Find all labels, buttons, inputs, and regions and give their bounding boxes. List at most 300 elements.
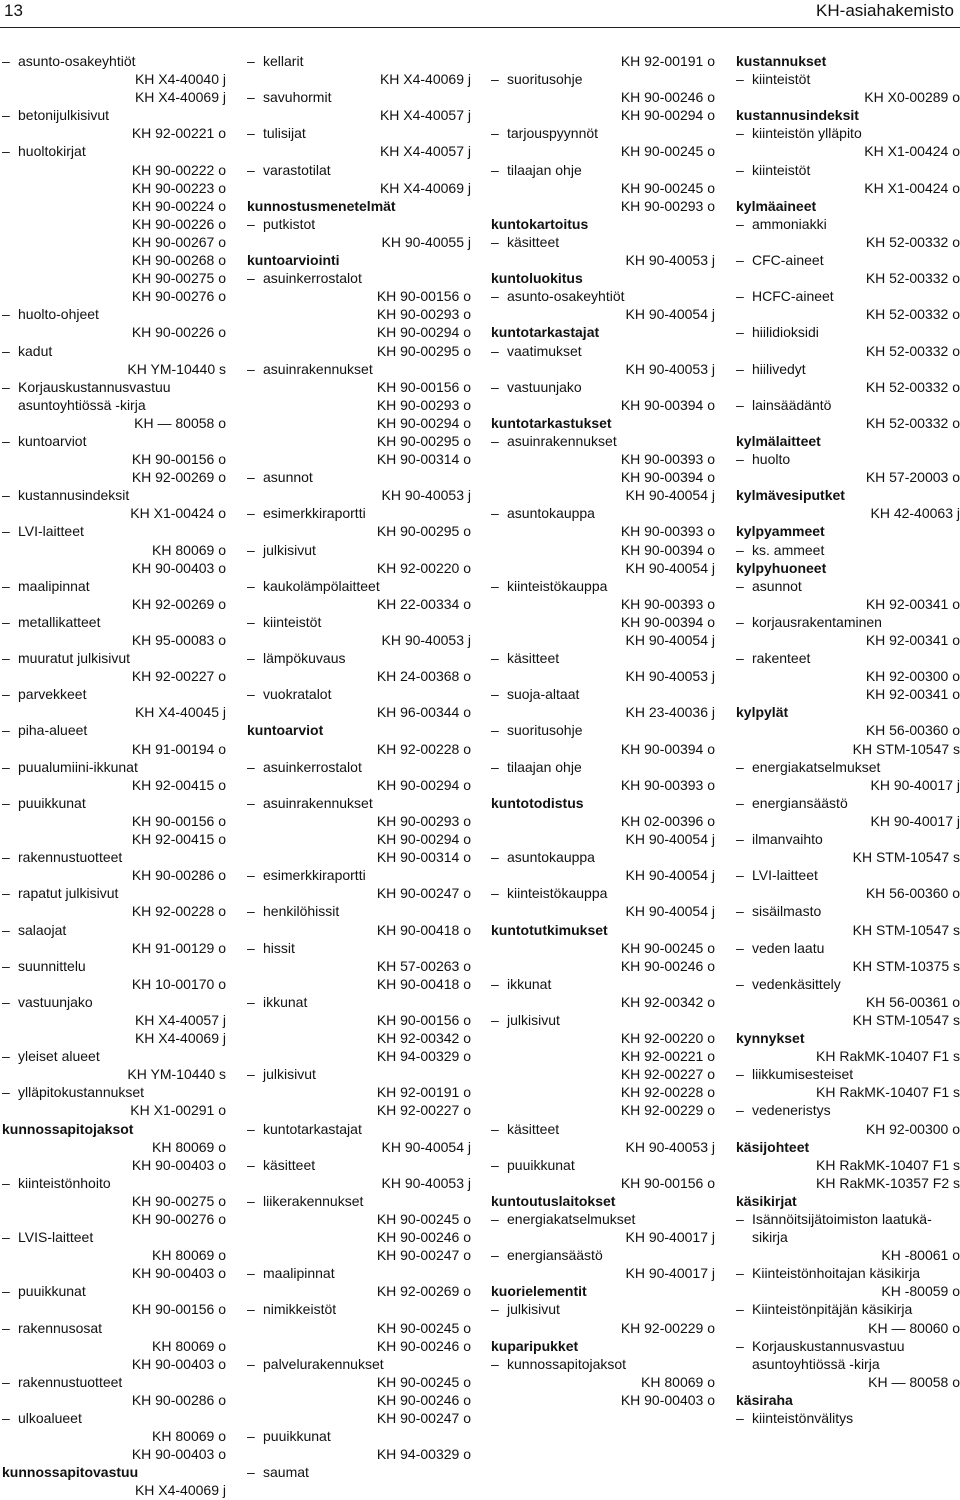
index-reference: KH 92-00220 o xyxy=(620,1030,715,1047)
index-heading: kuntotarkastajat xyxy=(491,324,600,341)
index-subentry: – vastuunjako xyxy=(2,993,226,1011)
index-reference: KH 90-00245 o xyxy=(376,1211,471,1227)
index-reference: KH 90-40054 j xyxy=(625,831,715,848)
index-reference: KH 90-00276 o xyxy=(131,1211,226,1227)
index-reference: KH 90-40054 j xyxy=(625,632,715,648)
index-reference: KH 22-00334 o xyxy=(376,595,471,612)
index-subentry: – käsitteet xyxy=(491,1120,715,1138)
index-heading: kuntokartoitus xyxy=(491,215,589,232)
index-reference: KH 90-00275 o xyxy=(131,270,226,287)
index-heading: kylpylät xyxy=(736,704,789,721)
index-reference: KH 24-00368 o xyxy=(376,668,471,685)
index-reference: KH 92-00342 o xyxy=(620,993,715,1010)
index-subentry: – kiinteistöt xyxy=(247,613,471,631)
index-subentry: – energiakatselmukset xyxy=(491,1210,715,1228)
index-subentry: – asuntokauppa xyxy=(491,848,715,866)
index-reference: KH -80061 o xyxy=(881,1247,960,1264)
index-heading: kylpyhuoneet xyxy=(736,559,827,576)
index-subentry: – korjausrakentaminen xyxy=(736,613,960,631)
index-reference: KH 92-00341 o xyxy=(865,686,960,703)
index-subentry: – ikkunat xyxy=(491,975,715,993)
index-reference: KH 80069 o xyxy=(152,1138,226,1155)
index-subentry: – suunnittelu xyxy=(2,957,226,975)
index-reference: KH 92-00341 o xyxy=(865,595,960,612)
index-reference: KH 90-00294 o xyxy=(376,776,471,793)
index-reference: KH 90-40053 j xyxy=(625,252,715,269)
header-rule xyxy=(0,27,960,28)
index-reference: KH X4-40057 j xyxy=(134,1011,226,1028)
index-reference: KH 92-00221 o xyxy=(620,1048,715,1065)
index-reference: KH 94-00329 o xyxy=(376,1446,471,1463)
index-subentry: – puuikkunat xyxy=(247,1427,471,1445)
index-subentry: – suoritusohje xyxy=(491,721,715,739)
index-subentry: – hissit xyxy=(247,939,471,957)
index-heading: kylmälaitteet xyxy=(736,432,821,449)
index-subentry: – hiilivedyt xyxy=(736,360,960,378)
index-reference: KH 90-00403 o xyxy=(131,1156,226,1173)
index-subentry: – kaukolämpölaitteet xyxy=(247,577,471,595)
index-subentry: – Korjauskustannusvastuu xyxy=(736,1337,960,1355)
index-heading: kuntoluokitus xyxy=(491,270,583,287)
index-reference: KH RakMK-10407 F1 s xyxy=(816,1156,960,1173)
index-subentry: – hiilidioksidi xyxy=(736,323,960,341)
index-reference: KH 90-00403 o xyxy=(131,1446,226,1463)
index-reference: KH RakMK-10407 F1 s xyxy=(816,1084,960,1101)
index-reference: KH X1-00291 o xyxy=(130,1102,226,1119)
index-subentry: – kuntoarviot xyxy=(2,432,226,450)
index-reference: KH RakMK-10357 F2 s xyxy=(816,1174,960,1191)
index-reference: KH 90-00156 o xyxy=(131,451,226,468)
index-reference: KH 02-00396 o xyxy=(620,812,715,829)
index-subentry: – sisäilmasto xyxy=(736,902,960,920)
index-subentry: – Kiinteistönhoitajan käsikirja xyxy=(736,1264,960,1282)
index-subentry: – kiinteistökauppa xyxy=(491,884,715,902)
index-reference: KH 90-00293 o xyxy=(620,197,715,214)
index-reference: KH 90-00246 o xyxy=(376,1337,471,1354)
index-reference: KH X0-00289 o xyxy=(864,89,960,106)
index-subentry: – kiinteistöt xyxy=(736,70,960,88)
index-reference: KH — 80060 o xyxy=(868,1319,960,1336)
index-subentry: – kiinteistöt xyxy=(736,161,960,179)
index-reference: KH 92-00269 o xyxy=(131,469,226,486)
index-reference: KH 92-00229 o xyxy=(620,1102,715,1119)
index-reference: KH X4-40069 j xyxy=(134,1482,226,1499)
index-subentry: – betonijulkisivut xyxy=(2,106,226,124)
index-reference: KH 90-00156 o xyxy=(376,1011,471,1028)
index-subentry: – puuikkunat xyxy=(2,794,226,812)
index-reference: KH 90-40053 j xyxy=(625,1138,715,1155)
index-subentry: – kustannusindeksit xyxy=(2,486,226,504)
index-reference: KH 90-00403 o xyxy=(620,1391,715,1408)
index-subentry: – rapatut julkisivut xyxy=(2,884,226,902)
index-reference: KH 90-40053 j xyxy=(381,632,471,648)
index-reference: KH 42-40063 j xyxy=(870,505,960,522)
index-subentry: – Kiinteistönpitäjän käsikirja xyxy=(736,1300,960,1318)
index-subentry: – huolto xyxy=(736,450,960,468)
index-reference: KH 90-00246 o xyxy=(620,957,715,974)
index-subentry: – Korjauskustannusvastuu xyxy=(2,378,226,396)
index-reference: KH 90-00393 o xyxy=(620,451,715,468)
index-heading: kunnossapitovastuu xyxy=(2,1464,139,1481)
index-reference: KH 10-00170 o xyxy=(131,975,226,992)
index-subentry: – rakennustuotteet xyxy=(2,848,226,866)
index-subentry: – henkilöhissit xyxy=(247,902,471,920)
index-subentry: – ks. ammeet xyxy=(736,541,960,559)
index-subentry: – HCFC-aineet xyxy=(736,287,960,305)
index-reference: KH 90-00268 o xyxy=(131,252,226,269)
index-subentry: – asuntokauppa xyxy=(491,504,715,522)
index-reference: KH 90-40053 j xyxy=(381,487,471,504)
index-subentry: – vaatimukset xyxy=(491,342,715,360)
index-subentry: – asuinrakennukset xyxy=(247,794,471,812)
index-reference: KH 57-20003 o xyxy=(865,469,960,486)
index-subentry: – puuikkunat xyxy=(2,1282,226,1300)
running-title: KH-asiahakemisto xyxy=(816,1,954,20)
index-reference: KH 90-00293 o xyxy=(376,396,471,413)
index-subentry: – asunnot xyxy=(736,577,960,595)
index-reference: KH 92-00227 o xyxy=(131,668,226,685)
index-reference: KH 90-40054 j xyxy=(625,559,715,576)
index-reference: KH 90-00403 o xyxy=(131,1265,226,1282)
index-heading: kylmäaineet xyxy=(736,197,817,214)
index-subentry: – asuinrakennukset xyxy=(491,432,715,450)
index-subentry: – ylläpitokustannukset xyxy=(2,1083,226,1101)
index-reference: KH 90-00245 o xyxy=(376,1319,471,1336)
index-reference: KH 90-00295 o xyxy=(376,432,471,449)
index-reference: KH 90-00394 o xyxy=(620,740,715,757)
index-reference: KH 90-40054 j xyxy=(625,306,715,323)
index-reference: KH 92-00415 o xyxy=(131,831,226,848)
index-reference: KH 56-00360 o xyxy=(865,885,960,902)
index-subentry: – julkisivut xyxy=(247,541,471,559)
index-reference: KH 90-40054 j xyxy=(625,867,715,884)
index-reference: KH X4-40057 j xyxy=(379,107,471,124)
index-reference: KH 80069 o xyxy=(152,1428,226,1445)
index-subentry: – kiinteistökauppa xyxy=(491,577,715,595)
index-reference: KH 90-40054 j xyxy=(625,903,715,920)
index-subentry: – kuntotarkastajat xyxy=(247,1120,471,1138)
index-reference: KH 90-40054 j xyxy=(625,487,715,504)
index-subentry: – salaojat xyxy=(2,921,226,939)
index-subentry: – lämpökuvaus xyxy=(247,649,471,667)
index-reference: KH 52-00332 o xyxy=(865,342,960,359)
index-heading: kunnostusmenetelmät xyxy=(247,197,396,214)
index-reference: KH X1-00424 o xyxy=(864,179,960,196)
index-reference: KH X4-40057 j xyxy=(379,143,471,160)
index-subentry: – CFC-aineet xyxy=(736,251,960,269)
index-subentry: – liikkumisesteiset xyxy=(736,1065,960,1083)
index-column-2 xyxy=(247,52,471,1481)
index-subentry: – puuikkunat xyxy=(491,1156,715,1174)
index-subentry: – asunto-osakeyhtiöt xyxy=(491,287,715,305)
index-subentry: – ulkoalueet xyxy=(2,1409,226,1427)
index-heading: kustannukset xyxy=(736,53,827,69)
index-subentry: – piha-alueet xyxy=(2,721,226,739)
index-subentry: – esimerkkiraportti xyxy=(247,504,471,522)
index-reference: KH 92-00415 o xyxy=(131,776,226,793)
index-reference: KH X4-40069 j xyxy=(134,1030,226,1047)
index-subentry: – parvekkeet xyxy=(2,685,226,703)
index-subentry-continuation: asuntoyhtiössä -kirja xyxy=(752,1355,880,1372)
index-reference: KH X4-40069 j xyxy=(134,89,226,106)
index-reference: KH 90-00314 o xyxy=(376,451,471,468)
index-heading: kylmävesiputket xyxy=(736,487,845,504)
index-subentry: – käsitteet xyxy=(491,233,715,251)
index-reference: KH 92-00191 o xyxy=(620,53,715,69)
index-reference: KH 90-00393 o xyxy=(620,776,715,793)
index-reference: KH 56-00361 o xyxy=(865,993,960,1010)
index-reference: KH 92-00300 o xyxy=(865,668,960,685)
index-heading: käsiraha xyxy=(736,1391,793,1408)
index-reference: KH 91-00129 o xyxy=(131,939,226,956)
index-reference: KH 80069 o xyxy=(152,1247,226,1264)
index-reference: KH 92-00227 o xyxy=(620,1066,715,1083)
index-subentry: – tulisijat xyxy=(247,124,471,142)
index-subentry: – käsitteet xyxy=(491,649,715,667)
index-subentry: – savuhormit xyxy=(247,88,471,106)
page-header xyxy=(0,0,960,24)
index-subentry: – tarjouspyynnöt xyxy=(491,124,715,142)
index-subentry: – kiinteistönvälitys xyxy=(736,1409,960,1427)
index-heading: käsijohteet xyxy=(736,1138,810,1155)
index-reference: KH 92-00228 o xyxy=(376,740,471,757)
index-subentry: – ilmanvaihto xyxy=(736,830,960,848)
index-reference: KH 90-00156 o xyxy=(376,378,471,395)
index-reference: KH -80059 o xyxy=(881,1283,960,1300)
index-reference: KH 92-00228 o xyxy=(131,903,226,920)
index-reference: KH 90-00245 o xyxy=(376,1373,471,1390)
index-subentry: – LVI-laitteet xyxy=(2,522,226,540)
index-subentry: – vastuunjako xyxy=(491,378,715,396)
index-subentry: – käsitteet xyxy=(247,1156,471,1174)
index-reference: KH 94-00329 o xyxy=(376,1048,471,1065)
index-subentry: – liikerakennukset xyxy=(247,1192,471,1210)
index-heading: kuparipukket xyxy=(491,1337,579,1354)
index-subentry: – LVI-laitteet xyxy=(736,866,960,884)
index-reference: KH 90-00276 o xyxy=(131,288,226,305)
index-reference: KH 90-00393 o xyxy=(620,595,715,612)
index-reference: KH 90-00293 o xyxy=(376,812,471,829)
index-subentry: – julkisivut xyxy=(491,1011,715,1029)
index-reference: KH STM-10547 s xyxy=(852,921,960,938)
index-subentry: – asuinkerrostalot xyxy=(247,758,471,776)
index-reference: KH 57-00263 o xyxy=(376,957,471,974)
index-reference: KH X4-40045 j xyxy=(134,704,226,721)
index-reference: KH RakMK-10407 F1 s xyxy=(816,1048,960,1065)
index-reference: KH — 80058 o xyxy=(868,1373,960,1390)
index-reference: KH 90-00394 o xyxy=(620,613,715,630)
index-subentry: – tilaajan ohje xyxy=(491,161,715,179)
index-reference: KH 23-40036 j xyxy=(625,704,715,721)
index-reference: KH 90-00403 o xyxy=(131,1355,226,1372)
index-reference: KH 92-00228 o xyxy=(620,1084,715,1101)
index-reference: KH 90-00245 o xyxy=(620,179,715,196)
index-heading: kylpyammeet xyxy=(736,523,825,540)
index-reference: KH 92-00269 o xyxy=(131,595,226,612)
index-subentry: – rakennusosat xyxy=(2,1319,226,1337)
index-reference: KH 52-00332 o xyxy=(865,306,960,323)
index-subentry: – kiinteistönhoito xyxy=(2,1174,226,1192)
index-reference: KH 80069 o xyxy=(152,1337,226,1354)
index-reference: KH X1-00424 o xyxy=(130,505,226,522)
index-reference: KH 92-00191 o xyxy=(376,1084,471,1101)
index-subentry: – energiansäästö xyxy=(736,794,960,812)
index-subentry: – julkisivut xyxy=(247,1065,471,1083)
index-reference: KH 90-00294 o xyxy=(376,414,471,431)
index-subentry: – tilaajan ohje xyxy=(491,758,715,776)
index-reference: KH 90-00247 o xyxy=(376,1410,471,1427)
index-subentry: – energiakatselmukset xyxy=(736,758,960,776)
index-reference: KH 92-00221 o xyxy=(131,125,226,142)
index-subentry: – energiansäästö xyxy=(491,1246,715,1264)
index-subentry: – palvelurakennukset xyxy=(247,1355,471,1373)
index-reference: KH X4-40069 j xyxy=(379,71,471,88)
index-reference: KH 52-00332 o xyxy=(865,233,960,250)
index-heading: käsikirjat xyxy=(736,1192,797,1209)
index-reference: KH 56-00360 o xyxy=(865,722,960,739)
index-reference: KH 90-00247 o xyxy=(376,1247,471,1264)
index-subentry: – yleiset alueet xyxy=(2,1047,226,1065)
index-column-3 xyxy=(491,52,715,1409)
index-heading: kuntotutkimukset xyxy=(491,921,608,938)
index-reference: KH 92-00341 o xyxy=(865,632,960,648)
index-heading: kuntoarviointi xyxy=(247,252,340,269)
index-reference: KH 90-00224 o xyxy=(131,197,226,214)
index-subentry: – huoltokirjat xyxy=(2,142,226,160)
index-reference: KH 90-00286 o xyxy=(131,1391,226,1408)
index-subentry: – rakenteet xyxy=(736,649,960,667)
index-subentry: – vuokratalot xyxy=(247,685,471,703)
index-subentry: – vedeneristys xyxy=(736,1101,960,1119)
index-reference: KH 90-40053 j xyxy=(625,360,715,377)
index-reference: KH YM-10440 s xyxy=(127,360,226,377)
index-subentry: – LVIS-laitteet xyxy=(2,1228,226,1246)
index-reference: KH 90-00245 o xyxy=(620,939,715,956)
index-subentry: – asuinrakennukset xyxy=(247,360,471,378)
index-heading: kuntoarviot xyxy=(247,722,324,739)
index-reference: KH — 80058 o xyxy=(134,414,226,431)
index-reference: KH 90-00295 o xyxy=(376,523,471,540)
index-column-4 xyxy=(736,52,960,1427)
index-reference: KH STM-10547 s xyxy=(852,1011,960,1028)
index-reference: KH 90-00246 o xyxy=(376,1391,471,1408)
index-reference: KH 90-00295 o xyxy=(376,342,471,359)
index-subentry-continuation: asuntoyhtiössä -kirja xyxy=(18,396,146,413)
index-reference: KH 92-00300 o xyxy=(865,1120,960,1137)
index-subentry: – nimikkeistöt xyxy=(247,1300,471,1318)
index-reference: KH YM-10440 s xyxy=(127,1066,226,1083)
index-reference: KH 90-00156 o xyxy=(131,1301,226,1318)
index-subentry: – veden laatu xyxy=(736,939,960,957)
index-subentry: – kiinteistön ylläpito xyxy=(736,124,960,142)
index-subentry: – maalipinnat xyxy=(247,1264,471,1282)
index-subentry: – metallikatteet xyxy=(2,613,226,631)
index-reference: KH 90-00156 o xyxy=(376,288,471,305)
index-reference: KH 90-40017 j xyxy=(870,776,960,793)
index-reference: KH 90-40053 j xyxy=(625,668,715,685)
index-subentry: – ikkunat xyxy=(247,993,471,1011)
index-reference: KH 90-00156 o xyxy=(131,812,226,829)
index-subentry: – suoritusohje xyxy=(491,70,715,88)
index-reference: KH 90-00314 o xyxy=(376,849,471,866)
index-subentry: – suoja-altaat xyxy=(491,685,715,703)
index-heading: kuntoutuslaitokset xyxy=(491,1192,616,1209)
index-reference: KH 90-00418 o xyxy=(376,921,471,938)
index-reference: KH 52-00332 o xyxy=(865,378,960,395)
index-reference: KH STM-10547 s xyxy=(852,849,960,866)
index-reference: KH 52-00332 o xyxy=(865,270,960,287)
index-reference: KH 90-00294 o xyxy=(376,324,471,341)
index-reference: KH 96-00344 o xyxy=(376,704,471,721)
index-reference: KH 90-00246 o xyxy=(376,1229,471,1246)
index-reference: KH 90-00286 o xyxy=(131,867,226,884)
index-reference: KH 80069 o xyxy=(152,541,226,558)
index-reference: KH 90-40053 j xyxy=(381,1174,471,1191)
index-heading: kuorielementit xyxy=(491,1283,587,1300)
index-heading: kustannusindeksit xyxy=(736,107,859,124)
index-reference: KH 91-00194 o xyxy=(131,740,226,757)
index-subentry: – saumat xyxy=(247,1463,471,1481)
index-subentry-continuation: sikirja xyxy=(752,1229,788,1246)
index-subentry: – asunto-osakeyhtiöt xyxy=(2,52,226,70)
index-subentry: – ammoniakki xyxy=(736,215,960,233)
index-reference: KH 90-00418 o xyxy=(376,975,471,992)
index-reference: KH X4-40069 j xyxy=(379,179,471,196)
index-reference: KH 90-00294 o xyxy=(376,831,471,848)
index-reference: KH 90-00226 o xyxy=(131,324,226,341)
index-subentry: – asuinkerrostalot xyxy=(247,269,471,287)
index-reference: KH STM-10547 s xyxy=(852,740,960,757)
index-subentry: – julkisivut xyxy=(491,1300,715,1318)
index-reference: KH 90-00226 o xyxy=(131,215,226,232)
index-subentry: – vedenkäsittely xyxy=(736,975,960,993)
index-subentry: – varastotilat xyxy=(247,161,471,179)
index-heading: kuntotarkastukset xyxy=(491,414,612,431)
index-subentry: – muuratut julkisivut xyxy=(2,649,226,667)
index-reference: KH X4-40040 j xyxy=(134,71,226,88)
index-subentry: – kellarit xyxy=(247,52,471,70)
index-reference: KH STM-10375 s xyxy=(852,957,960,974)
index-reference: KH 52-00332 o xyxy=(865,414,960,431)
index-reference: KH 90-00246 o xyxy=(620,89,715,106)
index-reference: KH 90-00293 o xyxy=(376,306,471,323)
index-subentry: – putkistot xyxy=(247,215,471,233)
index-reference: KH 92-00220 o xyxy=(376,559,471,576)
index-reference: KH 90-00222 o xyxy=(131,161,226,178)
index-reference: KH 90-40017 j xyxy=(625,1229,715,1246)
index-reference: KH 90-00247 o xyxy=(376,885,471,902)
index-reference: KH 92-00342 o xyxy=(376,1030,471,1047)
index-reference: KH 90-00394 o xyxy=(620,541,715,558)
index-subentry: – esimerkkiraportti xyxy=(247,866,471,884)
index-subentry: – asunnot xyxy=(247,468,471,486)
index-subentry: – puualumiini-ikkunat xyxy=(2,758,226,776)
index-reference: KH 90-00403 o xyxy=(131,559,226,576)
index-reference: KH 90-00267 o xyxy=(131,233,226,250)
index-reference: KH 90-00156 o xyxy=(620,1174,715,1191)
index-reference: KH 90-40017 j xyxy=(870,812,960,829)
page-number: 13 xyxy=(4,1,23,20)
index-subentry: – huolto-ohjeet xyxy=(2,305,226,323)
index-reference: KH 80069 o xyxy=(641,1373,715,1390)
index-reference: KH 92-00229 o xyxy=(620,1319,715,1336)
index-reference: KH 92-00269 o xyxy=(376,1283,471,1300)
index-heading: kunnossapitojaksot xyxy=(2,1120,134,1137)
index-reference: KH 90-00394 o xyxy=(620,469,715,486)
index-reference: KH 90-00275 o xyxy=(131,1192,226,1209)
index-subentry: – Isännöitsijätoimiston laatukä- xyxy=(736,1210,960,1228)
index-reference: KH 90-00394 o xyxy=(620,396,715,413)
